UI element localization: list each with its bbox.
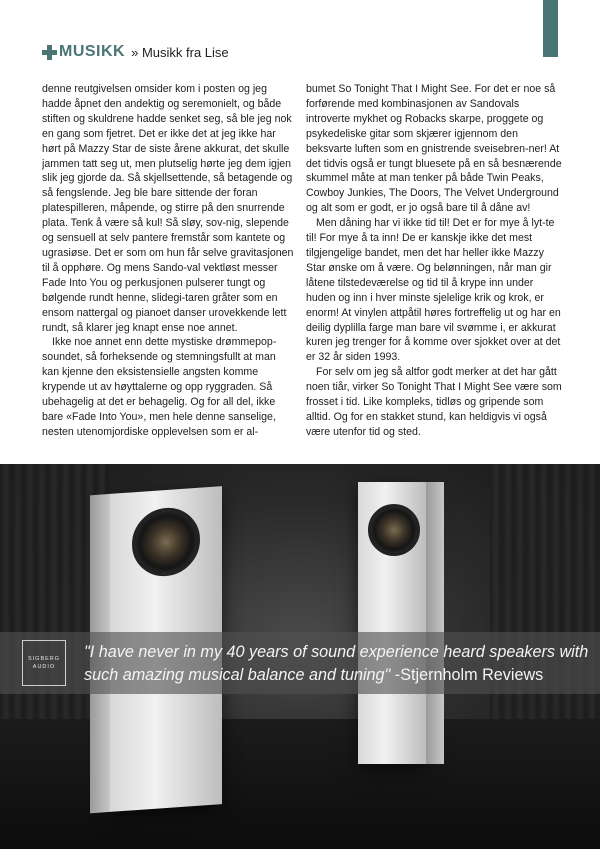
- speaker-driver: [132, 506, 200, 579]
- article-column-right: [306, 82, 562, 440]
- breadcrumb: » Musikk fra Lise: [131, 44, 229, 60]
- section-title: MUSIKK: [59, 43, 126, 60]
- quote-source: -Stjernholm Reviews: [390, 666, 544, 684]
- paragraph: denne reutgivelsen omsider kom i posten og jeg hadde åpnet den andektig og seremonielt, og både stiften og skuldrene hadde senket seg, så ble jeg nok en gang som fjetret. Det er ikke det at jeg ikke har hørt på Mazzy Star de siste årene akkurat, det skulle jammen tatt seg ut, men plutselig hørte jeg dem igjen slik jeg gjorde da. Så skjellsettende, så betagende og så fengslende. Jeg ble bare sittende der foran platespilleren, måpende, og stirre på den snurrende plata. Tenk å være så kul! Så sløy, sov-nig, slepende og sensuell at selv pantere fremstår som kantete og ugrasiøse. Det er som om hun får selve gravitasjonen til å opphøre. Og mens Sando-val vektløst messer Fade Into You og perkusjonen pulserer tungt og bølgende rundt henne, slidegi-taren gråter som en ensom nattergal og pianoet danser urovekkende lett rundt, så klarer jeg knapt ense noe annet.: [42, 83, 294, 334]
- brand-logo: SIGBERG AUDIO: [22, 640, 66, 686]
- paragraph: Men dåning har vi ikke tid til! Det er for mye å lyt-te til! For mye å ta inn! De er kanskje ikke det mest tilgjengelige bandet, men det har heller ikke Mazzy Star ønske om å være. Og belønningen, når man gir låtene tilstedeværelse og tid til å krype inn under huden og inn i hver minste sjelelige krik og krok, er enorm! At vinylen attpåtil høres fortreffelig ut og har en deilig dyplilla farge man bare vil svømme i, er akkurat kuren jeg trenger for å komme over sjokket over at det er 32 år siden 1993.: [306, 217, 561, 364]
- testimonial-quote: [84, 641, 594, 687]
- plus-icon: [42, 45, 57, 60]
- paragraph: Ikke noe annet enn dette mystiske drømmepop-soundet, så forheksende og stemningsfullt at man kan kjenne den eksistensielle angsten komme krypende ut av høyttalerne og opp ryggraden. Så ubehagelig at det er behagelig. Og for all del, ikke bare «Fade Into You», men hele denne sanselige, nesten utenomjordiske opplevelsen som er al-: [42, 336, 277, 438]
- article-column-left: [42, 82, 295, 440]
- paragraph: For selv om jeg så altfor godt merker at det har gått noen tiår, virker So Tonight That I Might See være som frosset i tid. Like kompleks, tidløs og gripende som alltid. Og for en stakket stund, kan heldigvis vi også være utenfor tid og sted.: [306, 366, 562, 438]
- paragraph: bumet So Tonight That I Might See. For det er noe så forførende med kombinasjonen av Sandovals introverte mykhet og Robacks skarpe, proggete og psykedeliske gitar som skjærer igjennom den beksvarte luften som en gnistrende sveisebren-ner! At det tidvis også er tungt bluesete på en så besnærende skummel måte at man tenker på både Twin Peaks, Cowboy Junkies, The Doors, The Velvet Underground og alt som er godt, er jo også bare til å dåne av!: [306, 83, 562, 215]
- page-header: [42, 42, 229, 62]
- corner-color-tab: [543, 0, 558, 57]
- speaker-driver: [368, 504, 420, 556]
- quote-text: "I have never in my 40 years of sound experience heard speakers with such amazing musical balance and tuning": [84, 643, 589, 684]
- speaker-right: [358, 482, 426, 764]
